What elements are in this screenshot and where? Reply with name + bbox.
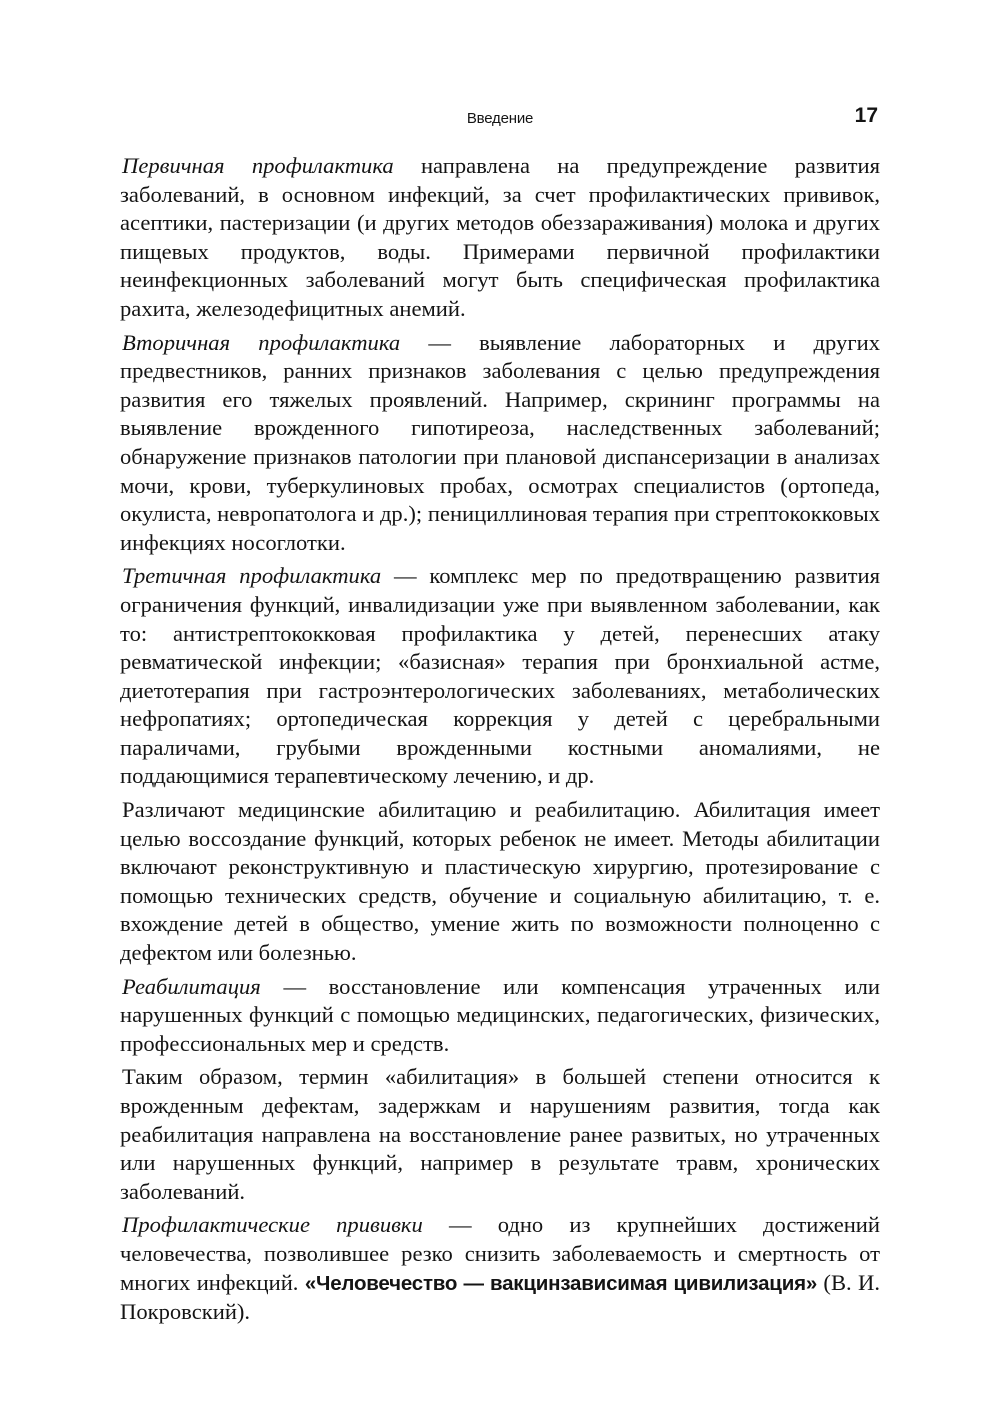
term-rehabilitation: Реабилитация bbox=[122, 973, 261, 999]
paragraph-text: — восстановление или компенсация утраченных или нарушенных функций с помощью медицинских, педагогических, физических, профессиональных мер и средств. bbox=[120, 973, 880, 1056]
term-secondary-prevention: Вторичная профилактика bbox=[122, 329, 401, 355]
term-primary-prevention: Первичная профилактика bbox=[122, 153, 394, 178]
term-vaccinations: Профилактические прививки bbox=[122, 1212, 423, 1238]
paragraph-habilitation bbox=[120, 796, 880, 968]
quote-attribution: (В. И. Покровский). bbox=[120, 1269, 880, 1325]
page-number: 17 bbox=[854, 104, 878, 127]
paragraph-primary-prevention bbox=[120, 152, 880, 324]
paragraph-vaccinations bbox=[120, 1211, 880, 1326]
running-head bbox=[120, 104, 880, 134]
term-tertiary-prevention: Третичная профилактика bbox=[122, 563, 382, 589]
section-title: Введение bbox=[466, 110, 534, 127]
paragraph-habilitation-summary bbox=[120, 1063, 880, 1206]
paragraph-rehabilitation bbox=[120, 973, 880, 1059]
bold-quote: «Человечество — вакцинзависимая цивилизация» bbox=[304, 1271, 818, 1295]
paragraph-text: — выявление лабораторных и других предвестников, ранних признаков заболевания с целью предупреждения развития его тяжелых проявлений. Например, скрининг программы на выявление врожденного гипотиреоза, наследственных заболеваний; обнаружение признаков патологии при плановой диспансеризации в анализах мочи, крови, туберкулиновых пробах, осмотрах специалистов (ортопеда, окулиста, невропатолога и др.); пенициллиновая терапия при стрептококковых инфекциях носоглотки. bbox=[120, 329, 880, 555]
paragraph-text: — одно из крупнейших достижений человечества, позволившее резко снизить заболеваемость и смертность от многих инфекций. bbox=[120, 1212, 880, 1295]
body-text bbox=[120, 152, 880, 1332]
paragraph-tertiary-prevention bbox=[120, 562, 880, 791]
paragraph-text: Таким образом, термин «абилитация» в большей степени относится к врожденным дефектам, задержкам и нарушениям развития, тогда как реабилитация направлена на восстановление ранее развитых, но утраченных или нарушенных функций, например в результате травм, хронических заболеваний. bbox=[120, 1064, 880, 1204]
paragraph-text: — комплекс мер по предотвращению развития ограничения функций, инвалидизации уже при выявленном заболевании, как то: антистрептококковая профилактика у детей, перенесших атаку ревматической инфекции; «базисная» терапия при бронхиальной астме, диетотерапия при гастроэнтерологических заболеваниях, метаболических нефропатиях; ортопедическая коррекция у детей с церебральными параличами, грубыми врожденными костными аномалиями, не поддающимися терапевтическому лечению, и др. bbox=[120, 563, 880, 789]
paragraph-secondary-prevention bbox=[120, 329, 880, 558]
paragraph-text: направлена на предупреждение развития заболеваний, в основном инфекций, за счет профилактических прививок, асептики, пастеризации (и других методов обеззараживания) молока и других пищевых продуктов, воды. Примерами первичной профилактики неинфекционных заболеваний могут быть специфическая профилактика рахита, железодефицитных анемий. bbox=[120, 153, 881, 321]
paragraph-text: Различают медицинские абилитацию и реабилитацию. Абилитация имеет целью воссоздание функций, которых ребенок не имеет. Методы абилитации включают реконструктивную и пластическую хирургию, протезирование с помощью технических средств, обучение и социальную абилитацию, т. е. вхождение детей в общество, умение жить по возможности полноценно с дефектом или болезнью. bbox=[120, 797, 880, 966]
